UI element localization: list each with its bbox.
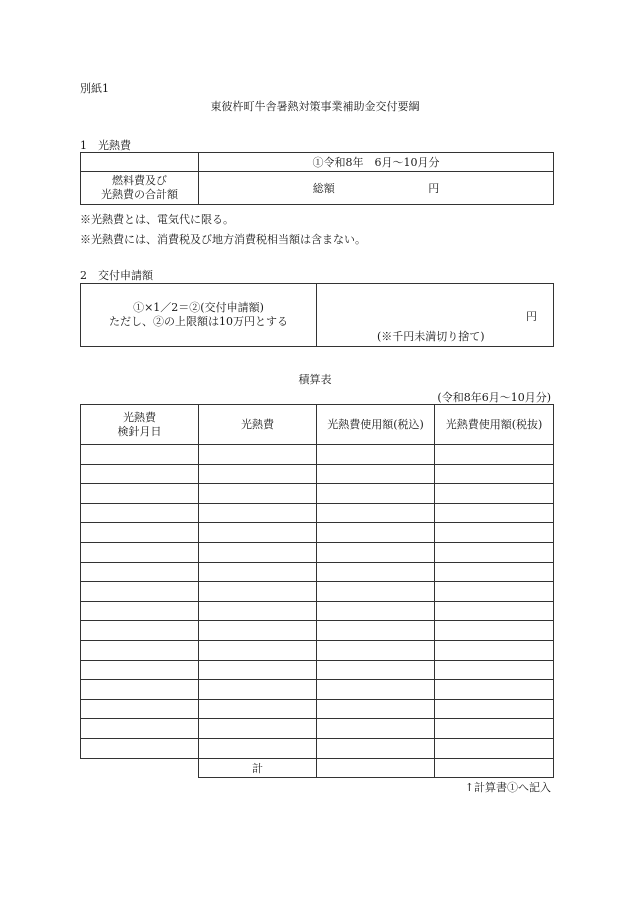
usage-tax-incl-cell[interactable] [317,680,435,700]
table-row [81,542,554,562]
table-row [81,738,554,758]
row-label-cell [81,172,199,205]
usage-tax-excl-cell[interactable] [435,601,554,621]
total-amount-cell[interactable] [199,172,554,205]
table-row [81,660,554,680]
table-row [81,503,554,523]
usage-tax-incl-cell[interactable] [317,464,435,484]
table-row [81,621,554,641]
section2-heading: 2 交付申請額 [80,269,153,282]
document-title: 東彼杵町牛舎暑熱対策事業補助金交付要綱 [210,100,420,113]
usage-tax-incl-cell[interactable] [317,738,435,758]
meter-date-cell[interactable] [81,601,199,621]
header-meter-date-line1: 光熱費 [123,410,156,424]
usage-tax-excl-cell[interactable] [435,699,554,719]
usage-tax-incl-cell[interactable] [317,445,435,465]
utility-cost-cell[interactable] [199,445,317,465]
table-row [81,464,554,484]
table-row [81,719,554,739]
usage-tax-incl-cell[interactable] [317,640,435,660]
table-row [81,562,554,582]
table-row [81,582,554,602]
note-tax-excluded: ※光熱費には、消費税及び地方消費税相当額は含まない。 [80,233,366,246]
table-row [81,523,554,543]
usage-tax-excl-cell[interactable] [435,640,554,660]
utility-cost-cell[interactable] [199,503,317,523]
table-row [81,445,554,465]
usage-tax-incl-cell[interactable] [317,660,435,680]
attachment-label: 別紙1 [80,82,109,95]
utility-cost-cell[interactable] [199,719,317,739]
utility-cost-cell[interactable] [199,484,317,504]
utility-cost-cell[interactable] [199,523,317,543]
meter-date-cell[interactable] [81,562,199,582]
total-blank-cell [81,758,199,778]
estimate-title: 積算表 [298,373,332,386]
meter-date-cell[interactable] [81,523,199,543]
limit-text: ただし、②の上限額は10万円とする [109,315,288,328]
usage-tax-incl-cell[interactable] [317,719,435,739]
meter-date-cell[interactable] [81,542,199,562]
yen-unit: 円 [428,182,440,195]
header-meter-date-line2: 検針月日 [117,424,162,438]
application-amount-table [80,283,554,347]
usage-tax-excl-cell[interactable] [435,621,554,641]
row-label-line2: 光熱費の合計額 [101,188,178,201]
usage-tax-incl-cell[interactable] [317,562,435,582]
meter-date-cell[interactable] [81,484,199,504]
total-label-cell: 計 [199,758,317,778]
header-usage-tax-excl: 光熱費使用額(税抜) [435,405,554,445]
usage-tax-incl-cell[interactable] [317,699,435,719]
yen-unit-2: 円 [526,310,537,323]
meter-date-cell[interactable] [81,640,199,660]
period-cell: ①令和8年 6月〜10月分 [199,153,554,172]
usage-tax-excl-cell[interactable] [435,445,554,465]
rounding-note: (※千円未満切り捨て) [377,330,485,343]
blank-cell [81,153,199,172]
table-row [81,640,554,660]
usage-tax-incl-cell[interactable] [317,484,435,504]
utility-cost-cell[interactable] [199,699,317,719]
meter-date-cell[interactable] [81,719,199,739]
estimate-period: (令和8年6月〜10月分) [437,391,551,404]
formula-cell [81,284,317,347]
meter-date-cell[interactable] [81,582,199,602]
utility-cost-cell[interactable] [199,680,317,700]
utility-cost-cell[interactable] [199,542,317,562]
utility-cost-cell[interactable] [199,464,317,484]
header-utility-cost: 光熱費 [199,405,317,445]
usage-tax-excl-cell[interactable] [435,503,554,523]
utility-cost-cell[interactable] [199,582,317,602]
usage-tax-incl-cell[interactable] [317,503,435,523]
utility-cost-cell[interactable] [199,738,317,758]
meter-date-cell[interactable] [81,660,199,680]
usage-tax-excl-cell[interactable] [435,523,554,543]
row-label-line1: 燃料費及び [112,174,167,187]
section1-heading: 1 光熱費 [80,139,131,152]
utility-cost-cell[interactable] [199,562,317,582]
meter-date-cell[interactable] [81,680,199,700]
usage-tax-incl-cell[interactable] [317,601,435,621]
meter-date-cell[interactable] [81,738,199,758]
table-row [81,680,554,700]
usage-tax-excl-cell[interactable] [435,562,554,582]
utility-cost-cell[interactable] [199,621,317,641]
usage-tax-excl-cell[interactable] [435,542,554,562]
usage-tax-excl-cell[interactable] [435,464,554,484]
utility-cost-cell[interactable] [199,640,317,660]
usage-tax-excl-cell[interactable] [435,738,554,758]
estimate-footnote: ↑計算書①へ記入 [464,781,551,794]
total-tax-excl-cell[interactable] [435,758,554,778]
usage-tax-excl-cell[interactable] [435,680,554,700]
application-amount-cell[interactable] [317,284,554,347]
header-meter-date [81,405,199,445]
usage-tax-excl-cell[interactable] [435,484,554,504]
table-row [81,699,554,719]
formula-text: ①×1／2＝②(交付申請額) [133,301,264,314]
usage-tax-incl-cell[interactable] [317,621,435,641]
usage-tax-excl-cell[interactable] [435,582,554,602]
meter-date-cell[interactable] [81,621,199,641]
utility-cost-table [80,152,554,205]
total-tax-incl-cell[interactable] [317,758,435,778]
note-electricity-only: ※光熱費とは、電気代に限る。 [80,213,234,226]
meter-date-cell[interactable] [81,699,199,719]
meter-date-cell[interactable] [81,503,199,523]
total-label: 総額 [312,182,335,195]
usage-tax-incl-cell[interactable] [317,523,435,543]
usage-tax-excl-cell[interactable] [435,660,554,680]
utility-cost-cell[interactable] [199,660,317,680]
estimate-table [80,404,554,778]
usage-tax-incl-cell[interactable] [317,582,435,602]
header-usage-tax-incl: 光熱費使用額(税込) [317,405,435,445]
table-row [81,601,554,621]
utility-cost-cell[interactable] [199,601,317,621]
usage-tax-incl-cell[interactable] [317,542,435,562]
meter-date-cell[interactable] [81,445,199,465]
table-row [81,484,554,504]
usage-tax-excl-cell[interactable] [435,719,554,739]
meter-date-cell[interactable] [81,464,199,484]
